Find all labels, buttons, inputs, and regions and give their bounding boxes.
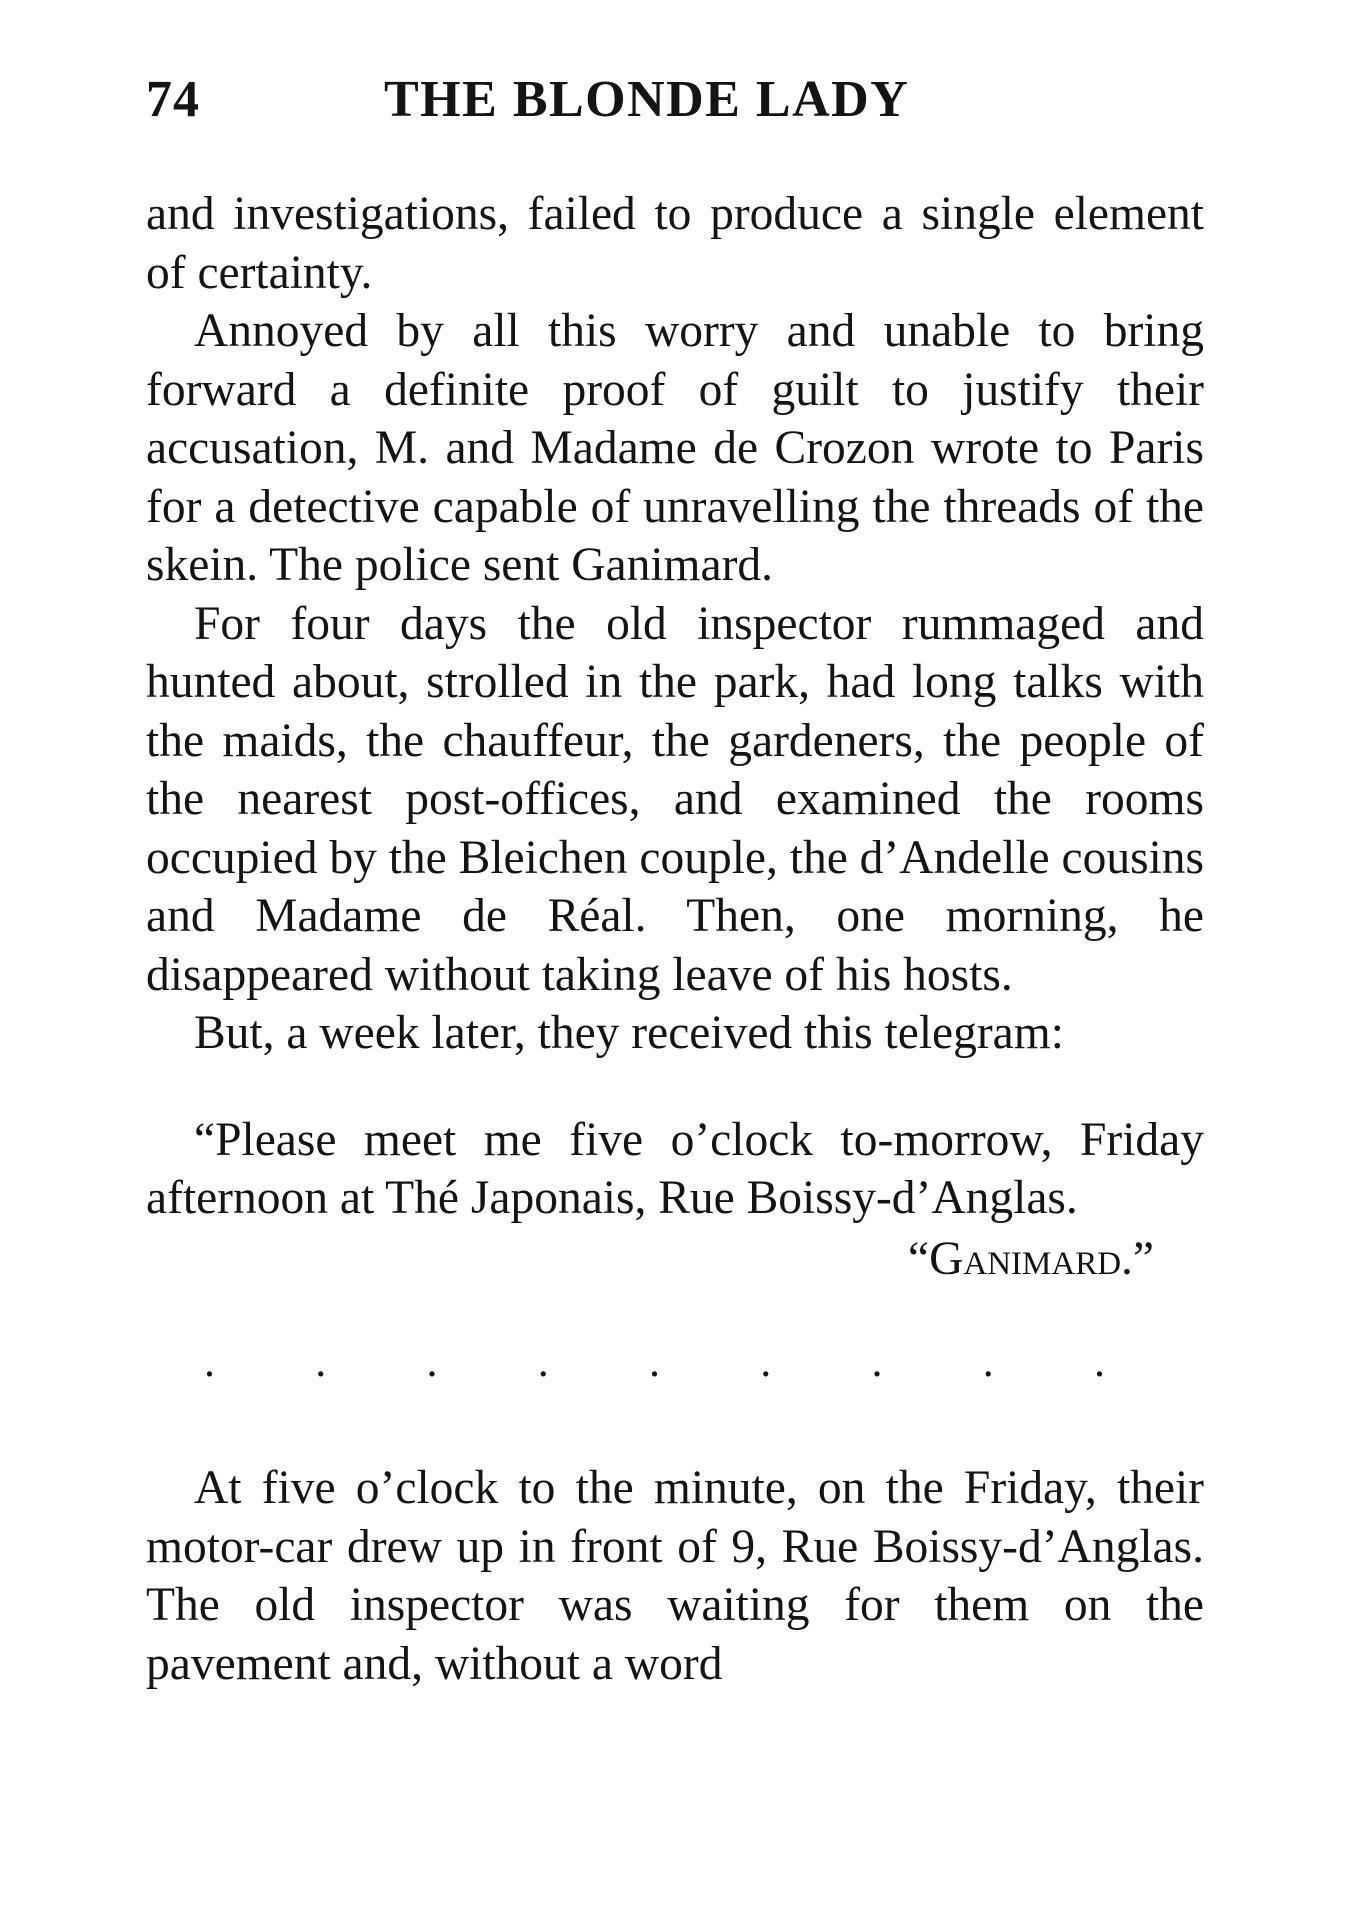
section-break-dot: . <box>760 1337 772 1386</box>
section-break-dot: . <box>315 1337 327 1386</box>
section-break-dot: . <box>982 1337 994 1386</box>
section-break-dot: . <box>649 1337 660 1386</box>
running-title: THE BLONDE LADY <box>384 71 910 128</box>
paragraph-telegram-intro: But, a week later, they received this telegram: <box>194 1007 1064 1059</box>
paragraph-continuation: and investigations, failed to produce a single element of certainty. <box>146 188 1204 299</box>
page-number: 74 <box>146 71 200 128</box>
book-page <box>146 70 1204 1693</box>
section-break-dot: . <box>204 1337 215 1386</box>
section-break-dot: . <box>537 1337 549 1386</box>
telegram-signature: “Ganimard.” <box>907 1232 1154 1285</box>
section-break <box>204 1337 1105 1386</box>
paragraph-annoyed: Annoyed by all this worry and unable to bring forward a definite proof of guilt to justify their accusation, M. and Madame de Crozon wrote to Paris for a detective capable of unravelling the threads of the skein. The police sent Ganimard. <box>146 305 1204 591</box>
section-break-dot: . <box>871 1337 883 1386</box>
paragraph-inspector: For four days the old inspector rummaged and hunted about, strolled in the park, had long talks with the maids, the chauffeur, the gardeners, the people of the nearest post-offices, and examined the rooms occupied by the Bleichen couple, the d’Andelle cousins and Madame de Réal. Then, one morning, he disappeared without taking leave of his hosts. <box>146 597 1204 1001</box>
body-text <box>146 185 1204 1693</box>
paragraph-arrival: At five o’clock to the minute, on the Friday, their motor-car drew up in front of 9, Rue Boissy-d’Anglas. The old inspector was waiting for them on the pavement and, without a word <box>146 1462 1204 1690</box>
section-break-dot: . <box>1094 1337 1105 1386</box>
page-header <box>146 70 1204 130</box>
section-break-dot: . <box>426 1337 438 1386</box>
telegram-text: “Please meet me five o’clock to-morrow, Friday afternoon at Thé Japonais, Rue Boissy-d’Anglas. <box>146 1113 1204 1224</box>
